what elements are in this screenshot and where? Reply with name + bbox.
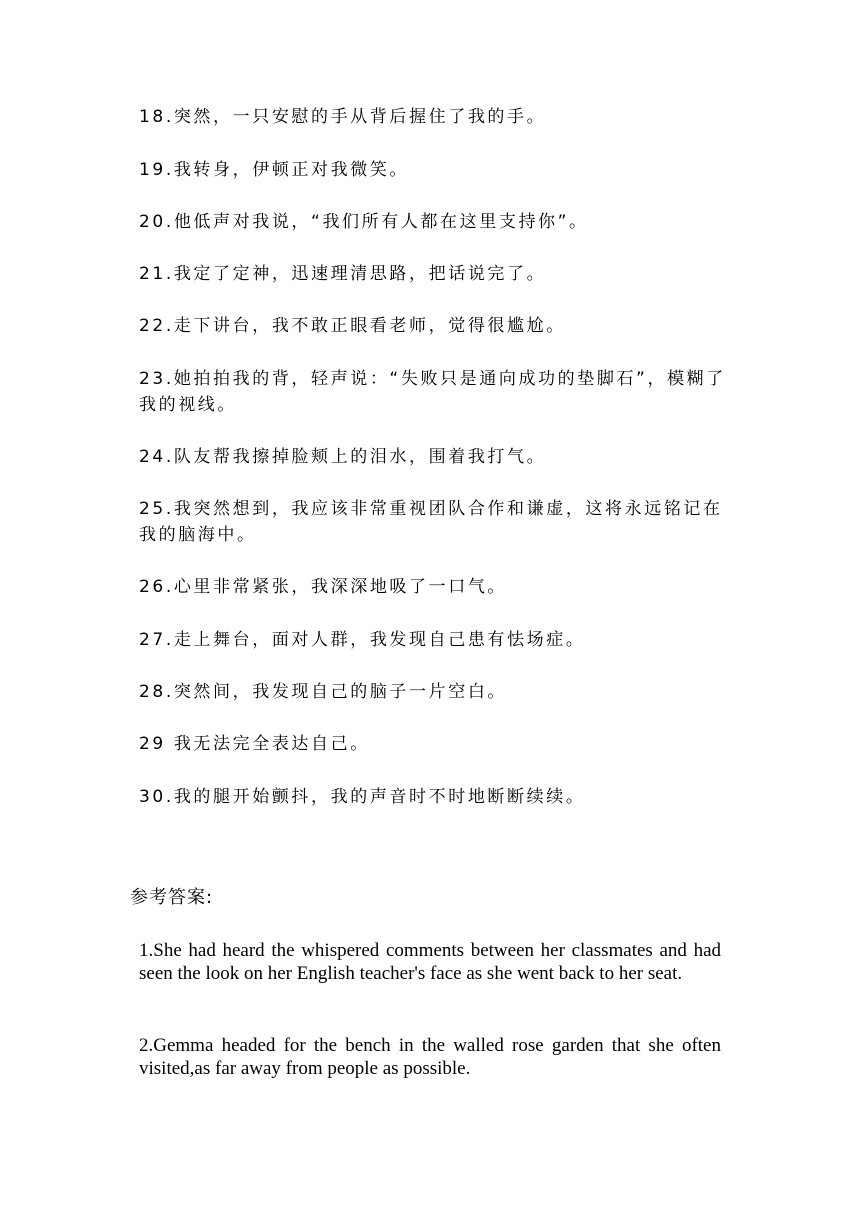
answer-item-2: 2.Gemma headed for the bench in the walled rose garden that she often visited,as far away from people as possible. xyxy=(139,1035,721,1079)
sentence-22: 22.走下讲台，我不敢正眼看老师，觉得很尴尬。 xyxy=(139,316,566,336)
sentence-27: 27.走上舞台，面对人群，我发现自己患有怯场症。 xyxy=(139,630,586,650)
sentence-21: 21.我定了定神，迅速理清思路，把话说完了。 xyxy=(139,264,547,284)
sentence-25: 25.我突然想到，我应该非常重视团队合作和谦虚，这将永远铭记在我的脑海中。 xyxy=(139,499,723,545)
sentence-24: 24.队友帮我擦掉脸颊上的泪水，围着我打气。 xyxy=(139,447,547,467)
sentence-18: 18.突然，一只安慰的手从背后握住了我的手。 xyxy=(139,107,547,127)
sentence-28: 28.突然间，我发现自己的脑子一片空白。 xyxy=(139,682,508,702)
sentence-26: 26.心里非常紧张，我深深地吸了一口气。 xyxy=(139,577,508,597)
sentence-23: 23.她拍拍我的背，轻声说：“失败只是通向成功的垫脚石”，模糊了我的视线。 xyxy=(139,369,726,415)
answer-item-1: 1.She had heard the whispered comments between her classmates and had seen the look on her English teacher's face as she went back to her seat. xyxy=(139,940,721,984)
sentence-29: 29 我无法完全表达自己。 xyxy=(139,734,370,754)
sentence-20: 20.他低声对我说，“我们所有人都在这里支持你”。 xyxy=(139,212,589,232)
sentence-19: 19.我转身，伊顿正对我微笑。 xyxy=(139,160,410,180)
sentence-30: 30.我的腿开始颤抖，我的声音时不时地断断续续。 xyxy=(139,787,586,807)
answers-heading: 参考答案: xyxy=(130,887,214,908)
